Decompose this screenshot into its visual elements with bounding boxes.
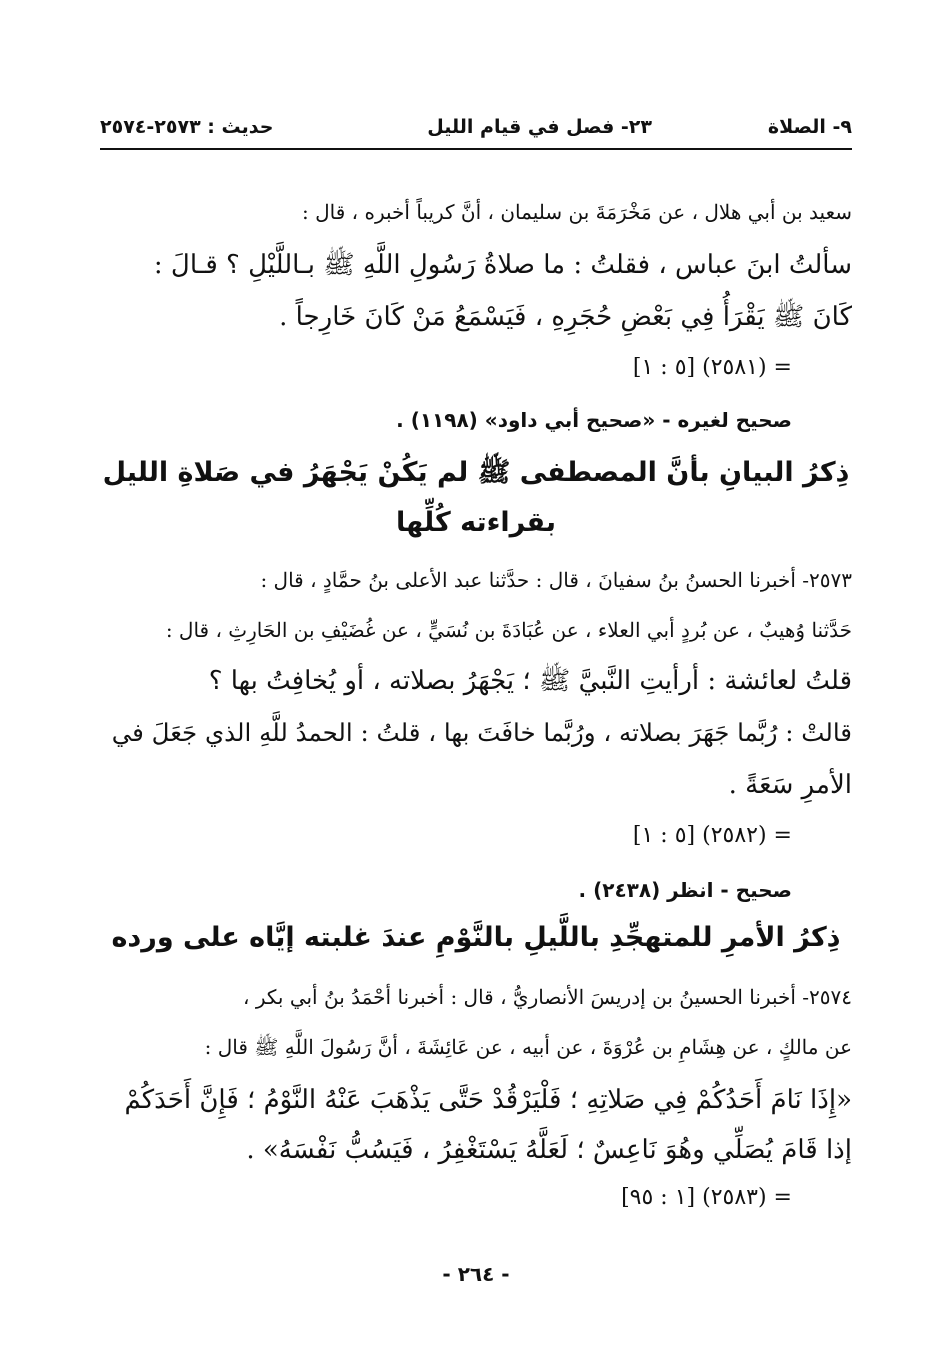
page-number: - ٢٦٤ -	[442, 1262, 510, 1286]
text-line: حَدَّثنا وُهيبٌ ، عن بُردٍ أبي العلاء ، عن عُبَادَةَ بن نُسَيٍّ ، عن غُضَيْفِ بن الحَارِثِ ، قال :	[165, 618, 852, 642]
text-line: قالتْ : رُبَّما جَهَرَ بصلاته ، ورُبَّما خافَتَ بها ، قلتُ : الحمدُ للَّهِ الذي جَعَلَ في	[111, 718, 852, 747]
reference-line: = (٢٥٨١) [٥ : ١]	[632, 355, 792, 380]
header-hadith-range: حديث : ٢٥٧٣-٢٥٧٤	[100, 116, 274, 138]
grading-line: صحيح - انظر (٢٤٣٨) .	[578, 878, 792, 902]
chapter-title: ذِكرُ البيانِ بأنَّ المصطفى ﷺ لم يَكُنْ يَجْهَرُ في صَلاةِ الليل	[102, 457, 850, 488]
reference-line: = (٢٥٨٣) [١ : ٩٥]	[621, 1185, 792, 1210]
text-line: الأمرِ سَعَةً .	[728, 770, 852, 800]
grading-line: صحيح لغيره - «صحيح أبي داود» (١١٩٨) .	[396, 408, 792, 432]
page-body	[100, 0, 852, 1371]
header-chapter: ٩- الصلاة	[767, 116, 852, 138]
chapter-title: ذِكرُ الأمرِ للمتهجِّدِ باللَّيلِ بالنَّوْمِ عندَ غلبته إيَّاه على ورده	[111, 922, 841, 953]
chapter-title: بقراءته كُلِّها	[395, 507, 557, 538]
text-line: ٢٥٧٤- أخبرنا الحسينُ بن إدريسَ الأنصاريُّ ، قال : أخبرنا أحْمَدُ بنُ أبي بكر ،	[243, 985, 852, 1009]
header-section: ٢٣- فصل في قيام الليل	[427, 116, 652, 138]
text-line: سألتُ ابنَ عباس ، فقلتُ : ما صلاةُ رَسُولِ اللَّهِ ﷺ بـاللَّيْلِ ؟ قـالَ :	[153, 250, 852, 280]
text-line: سعيد بن أبي هلال ، عن مَخْرَمَةَ بن سليمان ، أنَّ كريباً أخبره ، قال :	[302, 200, 852, 224]
text-line: «إِذَا نَامَ أَحَدُكُمْ فِي صَلاتِهِ ؛ فَلْيَرْقُدْ حَتَّى يَذْهَبَ عَنْهُ النَّوْمُ ؛ فَإِنَّ أَحَدَكُمْ	[124, 1085, 852, 1115]
text-line: عن مالكٍ ، عن هِشَامِ بن عُرْوَةَ ، عن أبيه ، عن عَائِشَةَ ، أنَّ رَسُولَ اللَّهِ ﷺ قال :	[204, 1035, 852, 1059]
text-line: قلتُ لعائشة : أرأيتِ النَّبيَّ ﷺ ؛ يَجْهَرُ بصلاته ، أو يُخافِتُ بها ؟	[208, 666, 852, 696]
text-line: إذا قَامَ يُصَلِّي وهُوَ نَاعِسٌ ؛ لَعَلَّهُ يَسْتَغْفِرُ ، فَيَسُبُّ نَفْسَهُ» .	[246, 1135, 852, 1165]
text-line: ٢٥٧٣- أخبرنا الحسنُ بنُ سفيانَ ، قال : حدَّثنا عبد الأعلى بنُ حمَّادٍ ، قال :	[260, 568, 852, 592]
text-line: كَانَ ﷺ يَقْرَأُ فِي بَعْضِ حُجَرِهِ ، فَيَسْمَعُ مَنْ كَانَ خَارِجاً .	[279, 302, 852, 332]
reference-line: = (٢٥٨٢) [٥ : ١]	[632, 823, 792, 848]
